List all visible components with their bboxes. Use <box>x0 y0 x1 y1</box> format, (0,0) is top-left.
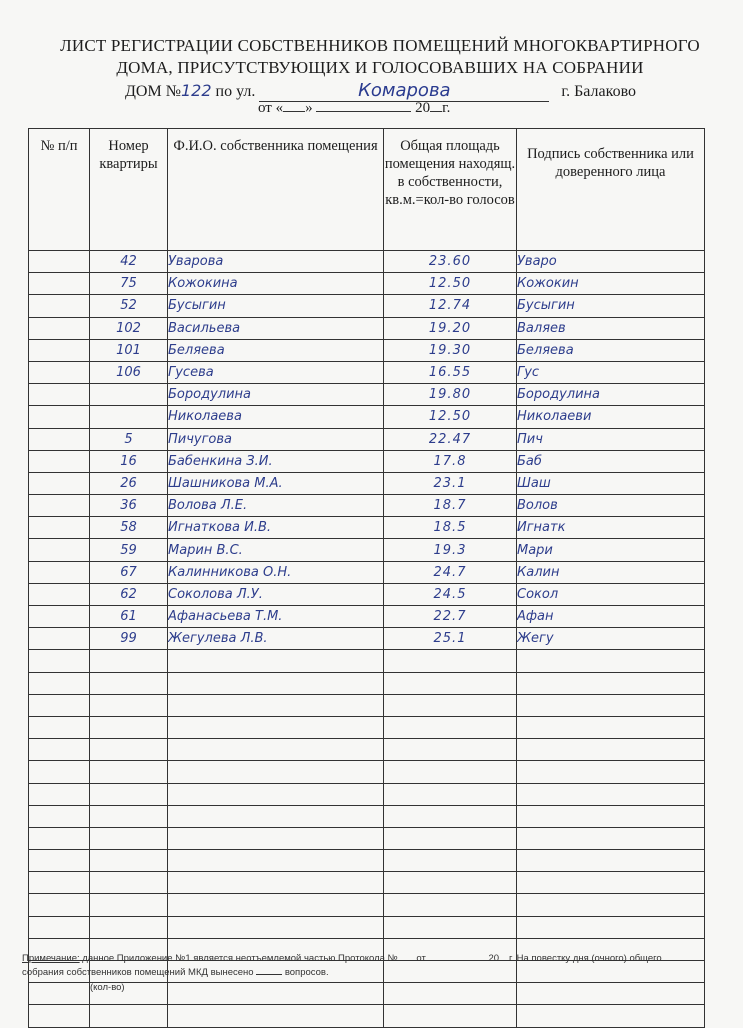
street-name: Комарова <box>259 80 549 102</box>
row-number <box>29 872 90 894</box>
apartment-number: 5 <box>90 428 168 450</box>
owner-name: Бусыгин <box>168 295 384 317</box>
area-value: 17.8 <box>384 450 517 472</box>
footnote-text1: данное Приложение №1 является неотъемлемой частью Протокола № <box>82 953 398 964</box>
signature <box>517 672 705 694</box>
apartment-number: 26 <box>90 472 168 494</box>
row-number <box>29 428 90 450</box>
table-row <box>29 361 705 383</box>
apartment-number <box>90 716 168 738</box>
owner-name <box>168 894 384 916</box>
table-row <box>29 561 705 583</box>
area-value <box>384 761 517 783</box>
table-row <box>29 339 705 361</box>
row-number <box>29 472 90 494</box>
apartment-number: 99 <box>90 628 168 650</box>
area-value: 19.30 <box>384 339 517 361</box>
table-row <box>29 894 705 916</box>
signature: Уваро <box>517 251 705 273</box>
table-row <box>29 251 705 273</box>
apartment-number: 61 <box>90 606 168 628</box>
row-number <box>29 716 90 738</box>
area-value: 16.55 <box>384 361 517 383</box>
apartment-number <box>90 850 168 872</box>
footnote-text4: г. На повестку дня (очного) общего <box>509 953 662 964</box>
signature: Беляева <box>517 339 705 361</box>
area-value: 12.50 <box>384 406 517 428</box>
house-number: 122 <box>180 81 212 100</box>
table-row <box>29 850 705 872</box>
owner-name: Соколова Л.У. <box>168 583 384 605</box>
table-row <box>29 783 705 805</box>
area-value <box>384 716 517 738</box>
table-row <box>29 672 705 694</box>
owner-name: Уварова <box>168 251 384 273</box>
signature: Кожокин <box>517 273 705 295</box>
row-number <box>29 761 90 783</box>
owner-name <box>168 761 384 783</box>
owner-name: Кожокина <box>168 273 384 295</box>
day-blank <box>283 111 305 112</box>
signature <box>517 783 705 805</box>
owner-name: Гусева <box>168 361 384 383</box>
table-row <box>29 606 705 628</box>
table-row <box>29 827 705 849</box>
owner-name: Васильева <box>168 317 384 339</box>
signature: Валяев <box>517 317 705 339</box>
area-value <box>384 672 517 694</box>
area-value <box>384 805 517 827</box>
signature <box>517 761 705 783</box>
area-value <box>384 739 517 761</box>
signature <box>517 872 705 894</box>
signature <box>517 850 705 872</box>
row-number <box>29 539 90 561</box>
table-row <box>29 384 705 406</box>
apartment-number <box>90 916 168 938</box>
col-owner-name: Ф.И.О. собственника помещения <box>168 129 384 251</box>
signature: Сокол <box>517 583 705 605</box>
owner-name: Бородулина <box>168 384 384 406</box>
apartment-number <box>90 761 168 783</box>
questions-blank <box>256 974 282 975</box>
area-value: 22.7 <box>384 606 517 628</box>
area-value <box>384 783 517 805</box>
year-suffix: г. <box>442 100 451 116</box>
year-blank <box>430 111 442 112</box>
apartment-number: 102 <box>90 317 168 339</box>
row-number <box>29 361 90 383</box>
owner-name <box>168 827 384 849</box>
area-value <box>384 894 517 916</box>
protocol-date-blank <box>428 960 488 961</box>
col-apartment: Номер квартиры <box>90 129 168 251</box>
col-number: № п/п <box>29 129 90 251</box>
signature <box>517 805 705 827</box>
table-row <box>29 428 705 450</box>
row-number <box>29 295 90 317</box>
signature: Николаеви <box>517 406 705 428</box>
table-row <box>29 916 705 938</box>
house-label: ДОМ № <box>125 83 181 100</box>
apartment-number: 42 <box>90 251 168 273</box>
apartment-number <box>90 672 168 694</box>
row-number <box>29 850 90 872</box>
signature: Игнатк <box>517 517 705 539</box>
owner-name: Пичугова <box>168 428 384 450</box>
row-number <box>29 406 90 428</box>
area-value: 19.20 <box>384 317 517 339</box>
table-row <box>29 406 705 428</box>
apartment-number <box>90 384 168 406</box>
signature <box>517 694 705 716</box>
row-number <box>29 650 90 672</box>
owner-name <box>168 916 384 938</box>
title-line-2: ДОМА, ПРИСУТСТВУЮЩИХ И ГОЛОСОВАВШИХ НА СОБРАНИИ <box>116 58 644 77</box>
signature <box>517 716 705 738</box>
date-prefix: от « <box>258 100 284 116</box>
owner-name <box>168 739 384 761</box>
table-row <box>29 317 705 339</box>
table-row <box>29 472 705 494</box>
row-number <box>29 583 90 605</box>
footnote <box>22 952 722 995</box>
row-number <box>29 672 90 694</box>
owner-name: Калинникова О.Н. <box>168 561 384 583</box>
row-number <box>29 739 90 761</box>
apartment-number: 52 <box>90 295 168 317</box>
apartment-number: 62 <box>90 583 168 605</box>
area-value: 23.1 <box>384 472 517 494</box>
title-line-1: ЛИСТ РЕГИСТРАЦИИ СОБСТВЕННИКОВ ПОМЕЩЕНИЙ МНОГОКВАРТИРНОГО <box>60 36 700 55</box>
registration-table <box>28 128 705 1028</box>
area-value: 19.3 <box>384 539 517 561</box>
signature <box>517 827 705 849</box>
owner-name <box>168 850 384 872</box>
apartment-number: 36 <box>90 495 168 517</box>
apartment-number <box>90 827 168 849</box>
table-row <box>29 495 705 517</box>
apartment-number: 67 <box>90 561 168 583</box>
owner-name <box>168 650 384 672</box>
owner-name <box>168 805 384 827</box>
signature: Гус <box>517 361 705 383</box>
apartment-number: 16 <box>90 450 168 472</box>
signature: Афан <box>517 606 705 628</box>
table-row <box>29 650 705 672</box>
row-number <box>29 450 90 472</box>
apartment-number <box>90 872 168 894</box>
owner-name <box>168 694 384 716</box>
apartment-number <box>90 406 168 428</box>
row-number <box>29 916 90 938</box>
footnote-line2: собрания собственников помещений МКД вынесено <box>22 967 254 979</box>
row-number <box>29 273 90 295</box>
owner-name: Беляева <box>168 339 384 361</box>
footnote-line3: (кол-во) <box>90 981 125 993</box>
area-value: 19.80 <box>384 384 517 406</box>
table-row <box>29 716 705 738</box>
owner-name: Афанасьева Т.М. <box>168 606 384 628</box>
row-number <box>29 251 90 273</box>
table-row <box>29 273 705 295</box>
table-row <box>29 583 705 605</box>
owner-name: Игнаткова И.В. <box>168 517 384 539</box>
footnote-text2: от <box>416 953 426 964</box>
signature <box>517 894 705 916</box>
apartment-number: 101 <box>90 339 168 361</box>
area-value: 23.60 <box>384 251 517 273</box>
signature: Мари <box>517 539 705 561</box>
footnote-label: Примечание: <box>22 953 80 964</box>
owner-name: Марин В.С. <box>168 539 384 561</box>
signature <box>517 916 705 938</box>
apartment-number: 75 <box>90 273 168 295</box>
apartment-number: 58 <box>90 517 168 539</box>
owner-name <box>168 716 384 738</box>
row-number <box>29 894 90 916</box>
apartment-number <box>90 739 168 761</box>
owner-name: Шашникова М.А. <box>168 472 384 494</box>
footnote-text3: 20 <box>488 953 500 964</box>
area-value <box>384 850 517 872</box>
owner-name: Бабенкина З.И. <box>168 450 384 472</box>
signature: Баб <box>517 450 705 472</box>
year-prefix: 20 <box>415 100 431 116</box>
area-value <box>384 827 517 849</box>
table-row <box>29 805 705 827</box>
footnote-line2-end: вопросов. <box>284 967 329 979</box>
date-mid: » <box>305 100 313 116</box>
col-area: Общая площадь помещения находящ. в собственности, кв.м.=кол-во голосов <box>384 129 517 251</box>
owner-name <box>168 672 384 694</box>
area-value: 24.7 <box>384 561 517 583</box>
table-row <box>29 450 705 472</box>
row-number <box>29 495 90 517</box>
area-value: 12.50 <box>384 273 517 295</box>
area-value: 25.1 <box>384 628 517 650</box>
area-value: 18.7 <box>384 495 517 517</box>
signature: Бусыгин <box>517 295 705 317</box>
signature <box>517 650 705 672</box>
apartment-number <box>90 650 168 672</box>
signature: Шаш <box>517 472 705 494</box>
apartment-number <box>90 805 168 827</box>
protocol-year-blank <box>499 960 509 961</box>
row-number <box>29 628 90 650</box>
area-value: 18.5 <box>384 517 517 539</box>
row-number <box>29 783 90 805</box>
row-number <box>29 517 90 539</box>
area-value <box>384 916 517 938</box>
date-line <box>258 100 450 117</box>
signature: Волов <box>517 495 705 517</box>
table-row <box>29 517 705 539</box>
row-number <box>29 384 90 406</box>
city: г. Балаково <box>561 83 637 100</box>
table-row <box>29 761 705 783</box>
table-row <box>29 628 705 650</box>
apartment-number <box>90 783 168 805</box>
area-value: 12.74 <box>384 295 517 317</box>
street-label: по ул. <box>215 83 256 100</box>
signature: Бородулина <box>517 384 705 406</box>
apartment-number <box>90 694 168 716</box>
row-number <box>29 317 90 339</box>
area-value: 22.47 <box>384 428 517 450</box>
owner-name: Волова Л.Е. <box>168 495 384 517</box>
apartment-number <box>90 894 168 916</box>
owner-name <box>168 783 384 805</box>
owner-name <box>168 872 384 894</box>
row-number <box>29 694 90 716</box>
address-line <box>125 80 636 102</box>
owner-name: Николаева <box>168 406 384 428</box>
table-row <box>29 295 705 317</box>
row-number <box>29 606 90 628</box>
table-row <box>29 739 705 761</box>
col-signature: Подпись собственника или доверенного лица <box>517 129 705 251</box>
area-value <box>384 694 517 716</box>
signature: Жегу <box>517 628 705 650</box>
row-number <box>29 561 90 583</box>
table-row <box>29 694 705 716</box>
owner-name: Жегулева Л.В. <box>168 628 384 650</box>
area-value: 24.5 <box>384 583 517 605</box>
apartment-number: 106 <box>90 361 168 383</box>
table-row <box>29 539 705 561</box>
protocol-blank <box>398 960 414 961</box>
apartment-number: 59 <box>90 539 168 561</box>
signature: Калин <box>517 561 705 583</box>
month-blank <box>316 111 411 112</box>
row-number <box>29 827 90 849</box>
area-value <box>384 872 517 894</box>
row-number <box>29 339 90 361</box>
table-row <box>29 872 705 894</box>
row-number <box>29 805 90 827</box>
signature: Пич <box>517 428 705 450</box>
area-value <box>384 650 517 672</box>
signature <box>517 739 705 761</box>
